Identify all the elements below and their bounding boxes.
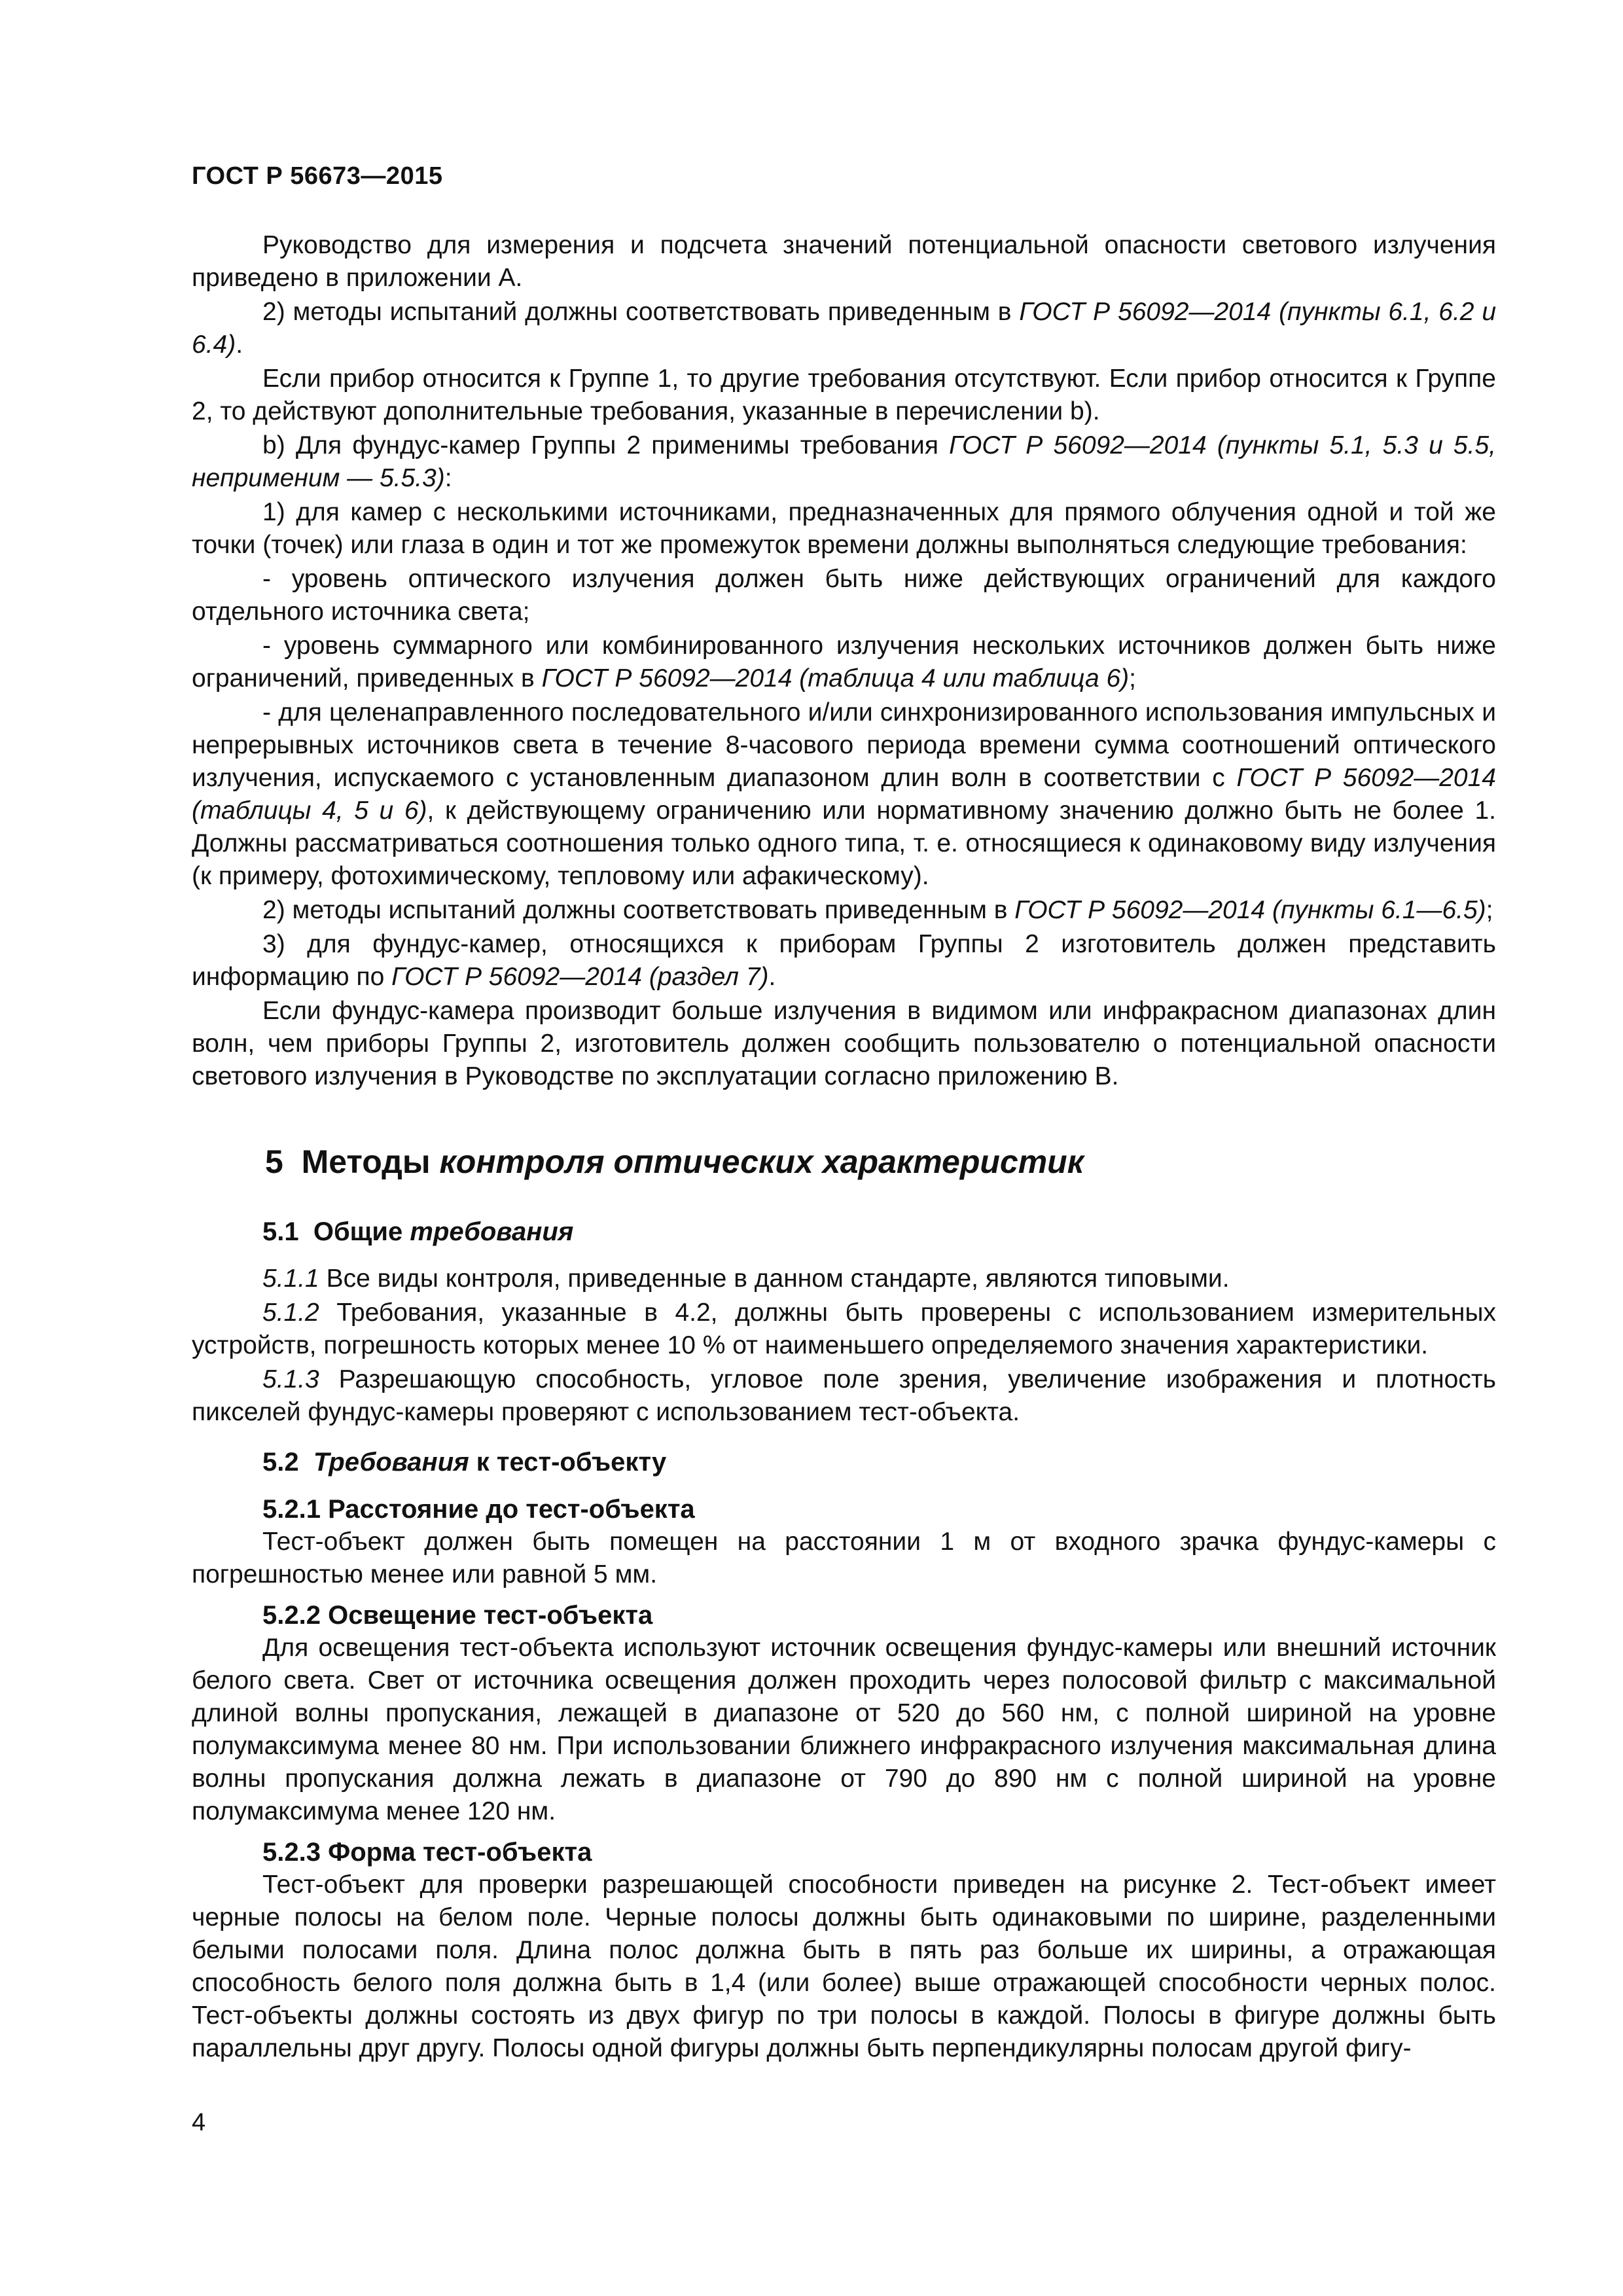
paragraph xyxy=(192,429,1496,495)
text: . xyxy=(768,963,776,991)
clause-heading: 5.2.2 Освещение тест-объекта xyxy=(262,1601,653,1630)
clause-heading: 5.2.1 Расстояние до тест-объекта xyxy=(262,1495,695,1524)
section-title-plain: Методы xyxy=(301,1143,440,1180)
paragraph: Тест-объект для проверки разрешающей способности приведен на рисунке 2. Тест-объект имеет черные полосы на белом поле. Черные полосы должны быть одинаковыми по ширине, разделенными белыми полосами поля. Длина полос должна быть в пять раз больше их ширины, а отражающая способность белого поля должна быть в 1,4 (или более) выше отражающей способности черных полос. Тест-объекты должны состоять из двух фигур по три полосы в каждой. Полосы в фигуре должны быть параллельны друг другу. Полосы одной фигуры должны быть перпендикулярны полосам другой фигу- xyxy=(192,1871,1496,2062)
text: : xyxy=(444,464,452,492)
document-body xyxy=(192,229,1496,2066)
clause-number: 5.1.1 xyxy=(262,1265,319,1293)
paragraph: 1) для камер с несколькими источниками, предназначенных для прямого облучения одной и той же точки (точек) или глаза в один и тот же промежуток времени должны выполняться следующие требования: xyxy=(192,498,1496,559)
paragraph: Если прибор относится к Группе 1, то другие требования отсутствуют. Если прибор относится к Группе 2, то действуют дополнительные требования, указанные в перечислении b). xyxy=(192,365,1496,425)
section-title-italic: контроля оптических характеристик xyxy=(439,1143,1084,1180)
paragraph xyxy=(192,630,1496,695)
paragraph: Руководство для измерения и подсчета значений потенциальной опасности светового излучения приведено в приложении А. xyxy=(192,231,1496,292)
standard-reference: ГОСТ Р 56092—2014 (пункты 6.1—6.5) xyxy=(1014,896,1486,924)
clause-number: 5.1.2 xyxy=(262,1299,319,1327)
paragraph xyxy=(192,928,1496,994)
subsection-title-plain: Общие xyxy=(313,1217,410,1246)
subsection-title-italic: требования xyxy=(410,1217,574,1246)
standard-reference: ГОСТ Р 56092—2014 (таблица 4 или таблица 6) xyxy=(541,664,1130,692)
paragraph xyxy=(192,296,1496,361)
subsection-heading xyxy=(262,1215,1496,1248)
clause-heading: 5.2.3 Форма тест-объекта xyxy=(262,1838,592,1867)
subsection-number: 5.1 xyxy=(262,1217,299,1246)
paragraph xyxy=(192,1363,1496,1429)
standard-reference: ГОСТ Р 56092—2014 (таблицы 4, 5 и 6) xyxy=(192,764,1496,825)
text: - для целенаправленного последовательного и/или синхронизированного использования импульсных и непрерывных источников света в течение 8-часового периода времени сумма соотношений оптического излучения, испускаемого с установленным диапазоном длин волн в соответствии с xyxy=(192,698,1496,792)
standard-reference: ГОСТ Р 56092—2014 (пункты 5.1, 5.3 и 5.5, неприменим — 5.5.3) xyxy=(192,431,1496,492)
paragraph: Если фундус-камера производит больше излучения в видимом или инфракрасном диапазонах длин волн, чем приборы Группы 2, изготовитель должен сообщить пользователю о потенциальной опасности светового излучения в Руководстве по эксплуатации согласно приложению В. xyxy=(192,997,1496,1090)
text: b) Для фундус-камер Группы 2 применимы требования xyxy=(262,431,950,459)
text: Требования, указанные в 4.2, должны быть проверены с использованием измерительных устройств, погрешность которых менее 10 % от наименьшего определяемого значения характеристики. xyxy=(192,1299,1496,1359)
paragraph: Для освещения тест-объекта используют источник освещения фундус-камеры или внешний источник белого света. Свет от источника освещения должен проходить через полосовой фильтр с максимальной длиной волны пропускания, лежащей в диапазоне от 520 до 560 нм, с полной шириной на уровне полумаксимума менее 80 нм. При использовании ближнего инфракрасного излучения максимальная длина волны пропускания должна лежать в диапазоне от 790 до 890 нм с полной шириной на уровне полумаксимума менее 120 нм. xyxy=(192,1634,1496,1825)
text: - уровень суммарного или комбинированного излучения нескольких источников должен быть ниже ограничений, приведенных в xyxy=(192,632,1496,692)
subsection-heading xyxy=(262,1446,1496,1479)
text: . xyxy=(236,331,243,359)
text: 3) для фундус-камер, относящихся к приборам Группы 2 изготовитель должен представить информацию по xyxy=(192,930,1496,991)
paragraph: Тест-объект должен быть помещен на расстоянии 1 м от входного зрачка фундус-камеры с погрешностью менее или равной 5 мм. xyxy=(192,1528,1496,1588)
subsection-number: 5.2 xyxy=(262,1448,299,1477)
paragraph xyxy=(192,894,1496,927)
text: Все виды контроля, приведенные в данном стандарте, являются типовыми. xyxy=(319,1265,1230,1293)
section-heading xyxy=(265,1142,1496,1181)
paragraph xyxy=(192,1297,1496,1362)
paragraph xyxy=(192,1263,1496,1295)
page-number: 4 xyxy=(192,2109,206,2136)
subsection-title-plain: к тест-объекту xyxy=(469,1448,667,1477)
subsection-title-italic: Требования xyxy=(313,1448,469,1477)
standard-reference: ГОСТ Р 56092—2014 (пункты 6.1, 6.2 и 6.4) xyxy=(192,298,1497,359)
text: Разрешающую способность, угловое поле зрения, увеличение изображения и плотность пикселей фундус-камеры проверяют с использованием тест-объекта. xyxy=(192,1365,1496,1426)
clause-number: 5.1.3 xyxy=(262,1365,319,1393)
text: 2) методы испытаний должны соответствовать приведенным в xyxy=(262,896,1015,924)
text: 2) методы испытаний должны соответствовать приведенным в xyxy=(262,298,1020,326)
paragraph xyxy=(192,696,1496,893)
text: , к действующему ограничению или нормативному значению должно быть не более 1. Должны рассматриваться соотношения только одного типа, т. е. относящиеся к одинаковому виду излучения (к примеру, фотохимическому, тепловому или афакическому). xyxy=(192,797,1497,890)
text: ; xyxy=(1129,664,1137,692)
paragraph: - уровень оптического излучения должен быть ниже действующих ограничений для каждого отдельного источника света; xyxy=(192,565,1496,626)
standard-reference: ГОСТ Р 56092—2014 (раздел 7) xyxy=(391,963,769,991)
section-number: 5 xyxy=(265,1143,283,1180)
document-header: ГОСТ Р 56673—2015 xyxy=(192,162,443,190)
text: ; xyxy=(1486,896,1493,924)
